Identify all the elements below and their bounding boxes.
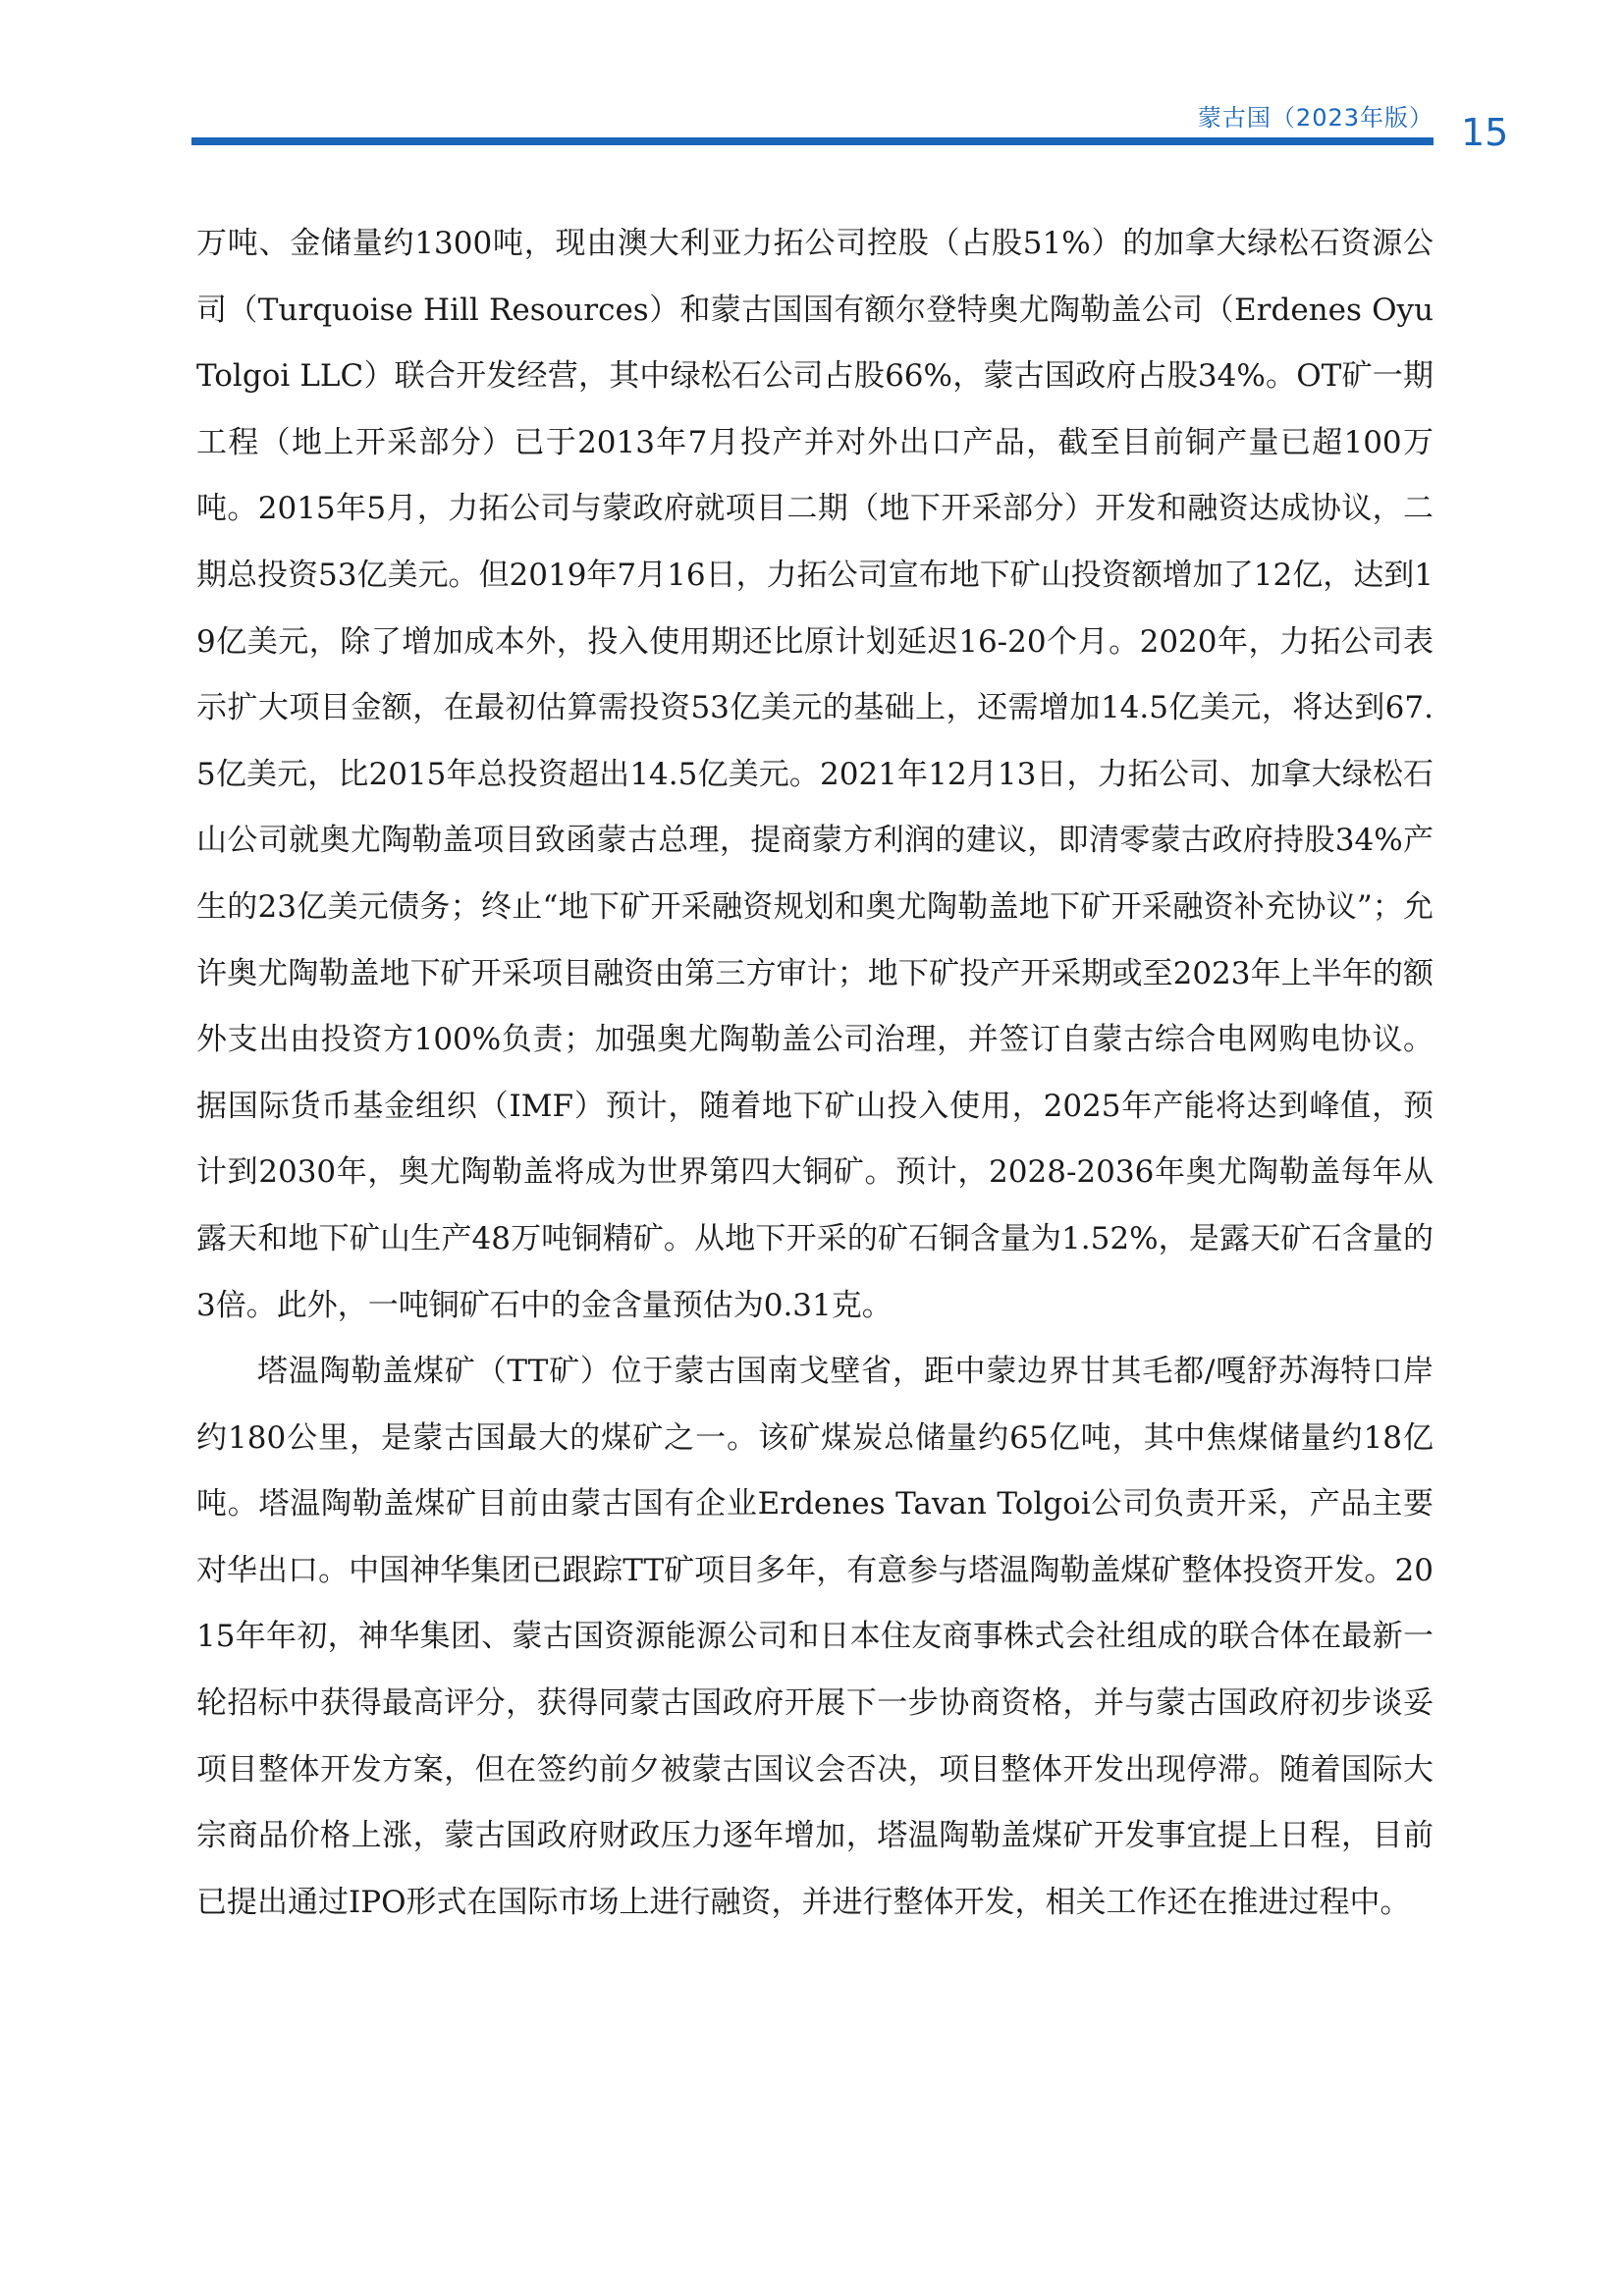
page-number: 15: [1461, 111, 1509, 154]
paragraph-tavan-tolgoi: 塔温陶勒盖煤矿（TT矿）位于蒙古国南戈壁省，距中蒙边界甘其毛都/嘎舒苏海特口岸约180公里，是蒙古国最大的煤矿之一。该矿煤炭总储量约65亿吨，其中焦煤储量约18亿吨。塔温陶勒盖煤矿目前由蒙古国有企业Erdenes Tavan Tolgoi公司负责开采，产品主要对华出口。中国神华集团已跟踪TT矿项目多年，有意参与塔温陶勒盖煤矿整体投资开发。2015年年初，神华集团、蒙古国资源能源公司和日本住友商事株式会社组成的联合体在最新一轮招标中获得最高评分，获得同蒙古国政府开展下一步协商资格，并与蒙古国政府初步谈妥项目整体开发方案，但在签约前夕被蒙古国议会否决，项目整体开发出现停滞。随着国际大宗商品价格上涨，蒙古国政府财政压力逐年增加，塔温陶勒盖煤矿开发事宜提上日程，目前已提出通过IPO形式在国际市场上进行融资，并进行整体开发，相关工作还在推进过程中。: [196, 1354, 1434, 1920]
page-header: [191, 98, 1434, 157]
body-text: [196, 211, 1434, 1936]
header-title: 蒙古国（2023年版）: [1197, 104, 1434, 132]
header-divider: [191, 137, 1434, 145]
paragraph-oyu-tolgoi-continued: 万吨、金储量约1300吨，现由澳大利亚力拓公司控股（占股51%）的加拿大绿松石资源公司（Turquoise Hill Resources）和蒙古国国有额尔登特奥尤陶勒盖公司（Erdenes Oyu Tolgoi LLC）联合开发经营，其中绿松石公司占股66%，蒙古国政府占股34%。OT矿一期工程（地上开采部分）已于2013年7月投产并对外出口产品，截至目前铜产量已超100万吨。2015年5月，力拓公司与蒙政府就项目二期（地下开采部分）开发和融资达成协议，二期总投资53亿美元。但2019年7月16日，力拓公司宣布地下矿山投资额增加了12亿，达到19亿美元，除了增加成本外，投入使用期还比原计划延迟16-20个月。2020年，力拓公司表示扩大项目金额，在最初估算需投资53亿美元的基础上，还需增加14.5亿美元，将达到67.5亿美元，比2015年总投资超出14.5亿美元。2021年12月13日，力拓公司、加拿大绿松石山公司就奥尤陶勒盖项目致函蒙古总理，提商蒙方利润的建议，即清零蒙古政府持股34%产生的23亿美元债务；终止“地下矿开采融资规划和奥尤陶勒盖地下矿开采融资补充协议”；允许奥尤陶勒盖地下矿开采项目融资由第三方审计；地下矿投产开采期或至2023年上半年的额外支出由投资方100%负责；加强奥尤陶勒盖公司治理，并签订自蒙古综合电网购电协议。据国际货币基金组织（IMF）预计，随着地下矿山投入使用，2025年产能将达到峰值，预计到2030年，奥尤陶勒盖将成为世界第四大铜矿。预计，2028-2036年奥尤陶勒盖每年从露天和地下矿山生产48万吨铜精矿。从地下开采的矿石铜含量为1.52%，是露天矿石含量的3倍。此外，一吨铜矿石中的金含量预估为0.31克。: [196, 226, 1434, 1323]
